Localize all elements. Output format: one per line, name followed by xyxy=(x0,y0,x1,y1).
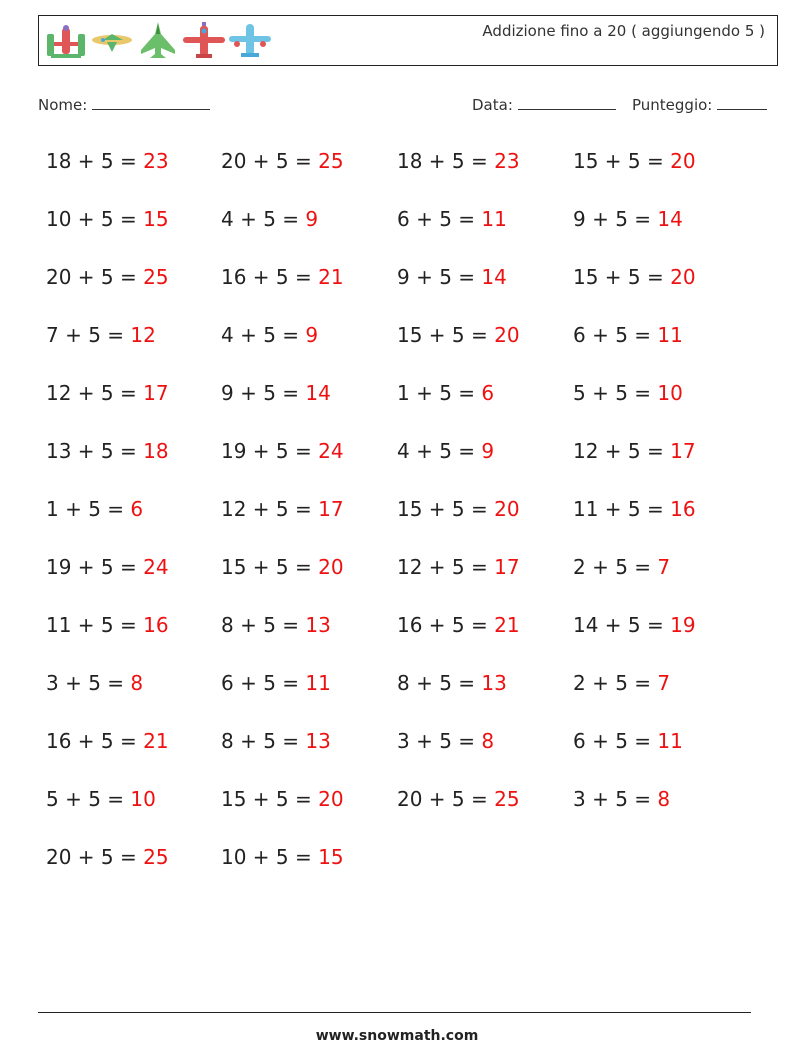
problem-question: 11 + 5 = xyxy=(46,613,137,637)
problem-answer: 18 xyxy=(143,439,169,463)
problem-question: 6 + 5 = xyxy=(397,207,476,231)
problem-answer: 24 xyxy=(143,555,169,579)
problem-item xyxy=(221,259,397,317)
problem-item xyxy=(221,549,397,607)
problem-item xyxy=(221,781,397,839)
problem-item xyxy=(46,375,221,433)
problem-item xyxy=(397,433,573,491)
problem-item xyxy=(397,201,573,259)
problem-question: 5 + 5 = xyxy=(46,787,125,811)
date-line xyxy=(518,93,616,110)
problem-question: 15 + 5 = xyxy=(573,265,664,289)
problem-answer: 20 xyxy=(670,149,696,173)
date-label: Data: xyxy=(472,96,513,114)
problem-answer: 21 xyxy=(143,729,169,753)
problem-question: 12 + 5 = xyxy=(46,381,137,405)
problem-item xyxy=(397,549,573,607)
problem-answer: 9 xyxy=(481,439,495,463)
problem-question: 16 + 5 = xyxy=(397,613,488,637)
problem-question: 10 + 5 = xyxy=(221,845,312,869)
problem-question: 7 + 5 = xyxy=(46,323,125,347)
problem-item xyxy=(46,781,221,839)
problem-question: 15 + 5 = xyxy=(397,323,488,347)
propeller-plane-icon xyxy=(43,20,89,62)
problem-question: 4 + 5 = xyxy=(221,207,300,231)
problem-answer: 25 xyxy=(494,787,520,811)
problem-item xyxy=(573,433,749,491)
problem-item xyxy=(397,607,573,665)
worksheet-title: Addizione fino a 20 ( aggiungendo 5 ) xyxy=(482,22,765,40)
plane-icons xyxy=(43,20,273,62)
problem-item xyxy=(46,665,221,723)
problem-answer: 17 xyxy=(494,555,520,579)
problem-answer: 13 xyxy=(305,613,331,637)
problem-answer: 6 xyxy=(130,497,144,521)
problem-item xyxy=(397,375,573,433)
problem-answer: 10 xyxy=(130,787,156,811)
problem-item xyxy=(573,375,749,433)
problem-question: 16 + 5 = xyxy=(221,265,312,289)
problem-answer: 19 xyxy=(670,613,696,637)
problem-answer: 25 xyxy=(143,845,169,869)
problem-question: 15 + 5 = xyxy=(573,149,664,173)
problem-item xyxy=(221,375,397,433)
problem-question: 12 + 5 = xyxy=(573,439,664,463)
problem-question: 16 + 5 = xyxy=(46,729,137,753)
problem-item xyxy=(573,723,749,781)
problem-answer: 11 xyxy=(305,671,331,695)
problem-answer: 16 xyxy=(670,497,696,521)
problem-grid xyxy=(46,143,766,897)
problem-item xyxy=(221,665,397,723)
problem-question: 5 + 5 = xyxy=(573,381,652,405)
problem-answer: 11 xyxy=(657,729,683,753)
problem-answer: 17 xyxy=(670,439,696,463)
score-label: Punteggio: xyxy=(632,96,713,114)
problem-question: 9 + 5 = xyxy=(397,265,476,289)
problem-answer: 17 xyxy=(318,497,344,521)
problem-question: 6 + 5 = xyxy=(573,323,652,347)
problem-item xyxy=(573,201,749,259)
problem-item xyxy=(573,491,749,549)
problem-item xyxy=(397,723,573,781)
problem-answer: 25 xyxy=(143,265,169,289)
problem-question: 20 + 5 = xyxy=(46,845,137,869)
problem-answer: 20 xyxy=(670,265,696,289)
problem-item xyxy=(573,607,749,665)
problem-question: 13 + 5 = xyxy=(46,439,137,463)
problem-question: 15 + 5 = xyxy=(397,497,488,521)
problem-answer: 23 xyxy=(494,149,520,173)
problem-question: 20 + 5 = xyxy=(397,787,488,811)
problem-answer: 14 xyxy=(481,265,507,289)
problem-answer: 24 xyxy=(318,439,344,463)
problem-answer: 21 xyxy=(318,265,344,289)
problem-item xyxy=(221,839,397,897)
problem-answer: 9 xyxy=(305,323,319,347)
problem-question: 19 + 5 = xyxy=(221,439,312,463)
problem-answer: 15 xyxy=(318,845,344,869)
problem-question: 19 + 5 = xyxy=(46,555,137,579)
problem-answer: 7 xyxy=(657,671,671,695)
problem-item xyxy=(46,317,221,375)
problem-item xyxy=(397,491,573,549)
problem-item xyxy=(46,491,221,549)
problem-answer: 7 xyxy=(657,555,671,579)
problem-answer: 14 xyxy=(305,381,331,405)
problem-item xyxy=(573,259,749,317)
problem-answer: 10 xyxy=(657,381,683,405)
red-plane-icon xyxy=(181,20,227,62)
problem-item xyxy=(397,665,573,723)
problem-item xyxy=(397,781,573,839)
problem-answer: 11 xyxy=(657,323,683,347)
problem-item xyxy=(221,201,397,259)
problem-answer: 9 xyxy=(305,207,319,231)
problem-question: 4 + 5 = xyxy=(221,323,300,347)
problem-question: 12 + 5 = xyxy=(397,555,488,579)
problem-question: 6 + 5 = xyxy=(221,671,300,695)
problem-question: 9 + 5 = xyxy=(221,381,300,405)
score-line xyxy=(717,93,767,110)
jet-fighter-icon xyxy=(135,20,181,62)
problem-item xyxy=(573,549,749,607)
problem-question: 15 + 5 = xyxy=(221,787,312,811)
problem-question: 2 + 5 = xyxy=(573,555,652,579)
worksheet-header xyxy=(38,15,778,66)
problem-item xyxy=(397,143,573,201)
problem-question: 9 + 5 = xyxy=(573,207,652,231)
problem-question: 4 + 5 = xyxy=(397,439,476,463)
problem-item xyxy=(46,607,221,665)
problem-answer: 20 xyxy=(318,555,344,579)
problem-question: 18 + 5 = xyxy=(46,149,137,173)
problem-item xyxy=(397,259,573,317)
problem-item xyxy=(573,665,749,723)
problem-item xyxy=(221,491,397,549)
name-field[interactable] xyxy=(38,93,210,114)
problem-item xyxy=(573,317,749,375)
problem-answer: 6 xyxy=(481,381,495,405)
problem-answer: 20 xyxy=(494,323,520,347)
problem-answer: 8 xyxy=(130,671,144,695)
problem-item xyxy=(221,143,397,201)
problem-item xyxy=(46,259,221,317)
problem-question: 10 + 5 = xyxy=(46,207,137,231)
score-field[interactable] xyxy=(632,93,767,114)
date-field[interactable] xyxy=(472,93,616,114)
problem-question: 3 + 5 = xyxy=(46,671,125,695)
problem-question: 8 + 5 = xyxy=(397,671,476,695)
problem-answer: 8 xyxy=(657,787,671,811)
problem-answer: 13 xyxy=(305,729,331,753)
problem-answer: 14 xyxy=(657,207,683,231)
small-plane-icon xyxy=(89,20,135,62)
problem-question: 15 + 5 = xyxy=(221,555,312,579)
problem-question: 20 + 5 = xyxy=(221,149,312,173)
problem-question: 18 + 5 = xyxy=(397,149,488,173)
problem-item xyxy=(46,723,221,781)
student-info-row xyxy=(38,93,770,117)
problem-answer: 12 xyxy=(130,323,156,347)
name-label: Nome: xyxy=(38,96,88,114)
problem-question: 11 + 5 = xyxy=(573,497,664,521)
problem-item xyxy=(46,201,221,259)
problem-answer: 16 xyxy=(143,613,169,637)
problem-answer: 25 xyxy=(318,149,344,173)
problem-answer: 20 xyxy=(318,787,344,811)
problem-item xyxy=(397,317,573,375)
name-line xyxy=(92,93,210,110)
problem-item xyxy=(46,433,221,491)
problem-question: 8 + 5 = xyxy=(221,729,300,753)
problem-answer: 17 xyxy=(143,381,169,405)
problem-question: 12 + 5 = xyxy=(221,497,312,521)
problem-answer: 23 xyxy=(143,149,169,173)
problem-question: 6 + 5 = xyxy=(573,729,652,753)
problem-answer: 11 xyxy=(481,207,507,231)
problem-item xyxy=(573,781,749,839)
problem-question: 8 + 5 = xyxy=(221,613,300,637)
problem-item xyxy=(46,839,221,897)
problem-answer: 8 xyxy=(481,729,495,753)
problem-item xyxy=(221,607,397,665)
footer-divider xyxy=(38,1012,751,1013)
problem-item xyxy=(221,433,397,491)
footer-url: www.snowmath.com xyxy=(315,1028,479,1044)
problem-question: 3 + 5 = xyxy=(573,787,652,811)
problem-item xyxy=(46,549,221,607)
problem-question: 14 + 5 = xyxy=(573,613,664,637)
problem-answer: 13 xyxy=(481,671,507,695)
problem-item xyxy=(221,317,397,375)
problem-question: 2 + 5 = xyxy=(573,671,652,695)
problem-item xyxy=(221,723,397,781)
problem-question: 1 + 5 = xyxy=(397,381,476,405)
problem-question: 3 + 5 = xyxy=(397,729,476,753)
problem-item xyxy=(46,143,221,201)
problem-question: 20 + 5 = xyxy=(46,265,137,289)
problem-answer: 21 xyxy=(494,613,520,637)
problem-answer: 15 xyxy=(143,207,169,231)
blue-plane-icon xyxy=(227,20,273,62)
problem-item xyxy=(573,143,749,201)
problem-question: 1 + 5 = xyxy=(46,497,125,521)
problem-answer: 20 xyxy=(494,497,520,521)
